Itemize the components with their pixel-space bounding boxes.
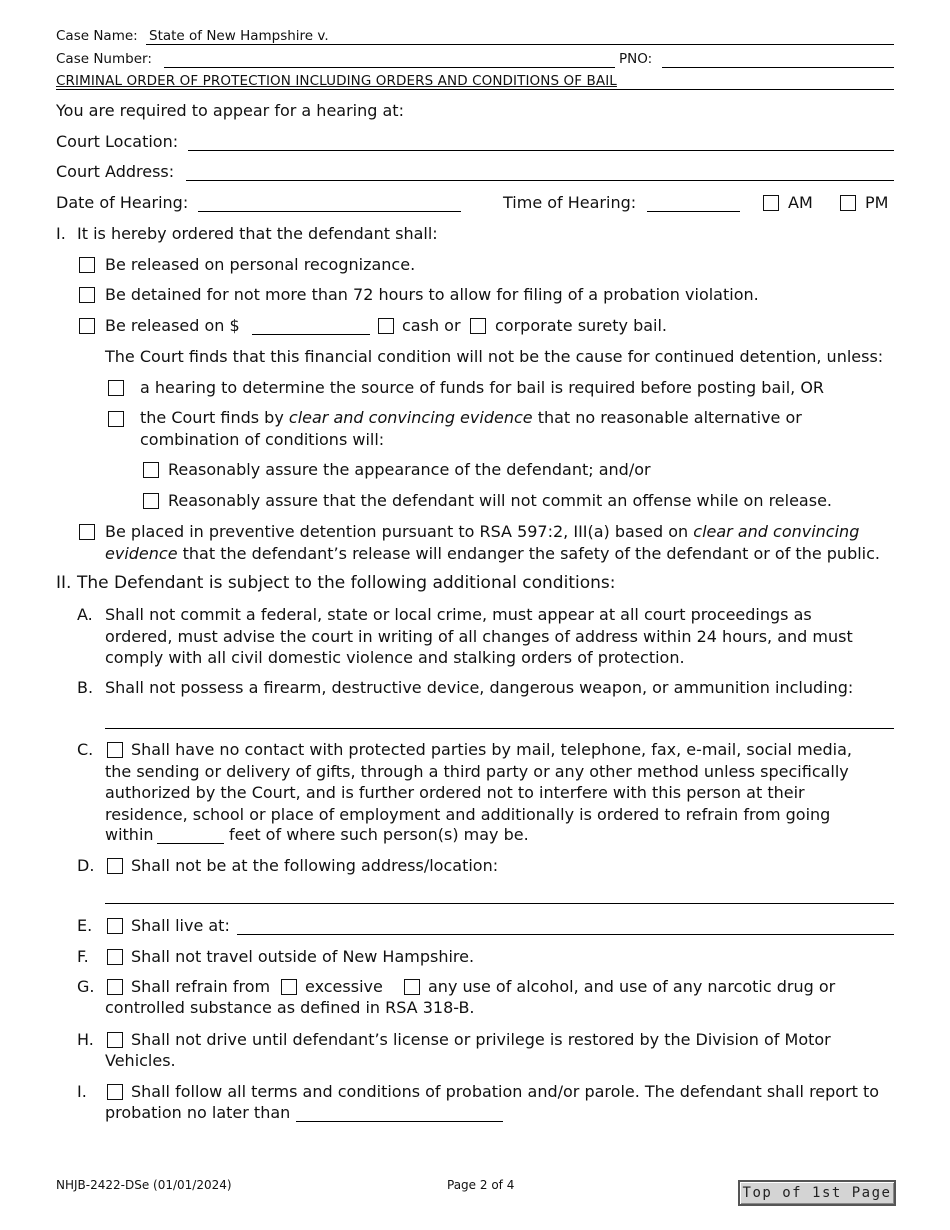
condition-a-line2: ordered, must advise the court in writing of all changes of address within 24 hours, and must	[105, 626, 853, 646]
court-finds-part2: that no reasonable alternative or	[537, 408, 802, 427]
detained-checkbox[interactable]	[79, 287, 95, 303]
recognizance-checkbox[interactable]	[79, 257, 95, 273]
condition-c-line1: Shall have no contact with protected parties by mail, telephone, fax, e-mail, social media,	[131, 740, 852, 759]
condition-d-checkbox[interactable]	[107, 858, 123, 874]
assure-appearance-label: Reasonably assure the appearance of the defendant; and/or	[168, 460, 651, 479]
case-name-field[interactable]	[146, 44, 894, 45]
pno-label: PNO:	[619, 51, 653, 67]
probation-date-field[interactable]	[296, 1121, 503, 1122]
top-of-first-page-button[interactable]: Top of 1st Page	[738, 1180, 896, 1206]
case-number-label: Case Number:	[56, 51, 152, 67]
section-2-number: II.	[56, 573, 72, 593]
condition-h-label: H.	[77, 1030, 94, 1049]
time-of-hearing-field[interactable]	[647, 211, 740, 212]
section-1-number: I.	[56, 224, 66, 243]
condition-i-checkbox[interactable]	[107, 1084, 123, 1100]
case-name-value: State of New Hampshire v.	[149, 28, 329, 44]
preventive-emphasis-2: evidence	[105, 543, 178, 563]
condition-e-label: E.	[77, 916, 93, 935]
condition-i-label: I.	[77, 1082, 87, 1101]
am-label: AM	[788, 193, 813, 212]
case-name-label: Case Name:	[56, 28, 138, 44]
bail-amount-field[interactable]	[252, 334, 370, 335]
condition-a-label: A.	[77, 605, 93, 624]
assure-no-offense-checkbox[interactable]	[143, 493, 159, 509]
condition-f-text: Shall not travel outside of New Hampshire.	[131, 947, 475, 966]
condition-c-label: C.	[77, 740, 94, 759]
condition-a-line1: Shall not commit a federal, state or local crime, must appear at all court proceedings as	[105, 605, 812, 624]
condition-c-line3: authorized by the Court, and is further ordered not to interfere with this person at their	[105, 783, 805, 802]
court-finds-checkbox[interactable]	[108, 411, 124, 427]
condition-c-within: within	[105, 825, 154, 844]
date-of-hearing-label: Date of Hearing:	[56, 193, 189, 212]
cash-checkbox[interactable]	[378, 318, 394, 334]
condition-c-feet-field[interactable]	[157, 843, 224, 844]
court-address-label: Court Address:	[56, 162, 175, 181]
condition-a-text	[105, 604, 853, 669]
title-rule	[56, 89, 894, 90]
condition-g-refrain: Shall refrain from	[131, 977, 271, 996]
condition-g-excessive: excessive	[305, 977, 383, 996]
court-address-field[interactable]	[186, 180, 894, 181]
page-number: Page 2 of 4	[447, 1178, 515, 1192]
detained-label: Be detained for not more than 72 hours to allow for filing of a probation violation.	[105, 285, 759, 304]
assure-appearance-checkbox[interactable]	[143, 462, 159, 478]
court-finds-part1: the Court finds by	[140, 408, 284, 427]
pm-checkbox[interactable]	[840, 195, 856, 211]
condition-g-checkbox[interactable]	[107, 979, 123, 995]
condition-b-text: Shall not possess a firearm, destructive device, dangerous weapon, or ammunition including:	[105, 678, 854, 697]
condition-e-checkbox[interactable]	[107, 918, 123, 934]
pm-label: PM	[865, 193, 889, 212]
time-of-hearing-label: Time of Hearing:	[503, 193, 637, 212]
condition-c-line2: the sending or delivery of gifts, through a third party or any other method unless specifically	[105, 761, 849, 781]
corporate-surety-label: corporate surety bail.	[495, 316, 668, 335]
condition-e-text: Shall live at:	[131, 916, 230, 935]
any-use-checkbox[interactable]	[404, 979, 420, 995]
condition-i-line2: probation no later than	[105, 1103, 291, 1122]
case-number-field[interactable]	[164, 67, 615, 68]
condition-g-label: G.	[77, 977, 95, 996]
released-on-label: Be released on $	[105, 316, 240, 335]
condition-h-line1: Shall not drive until defendant’s license or privilege is restored by the Division of Motor	[131, 1030, 831, 1049]
court-location-label: Court Location:	[56, 132, 179, 151]
released-bail-checkbox[interactable]	[79, 318, 95, 334]
cash-or-label: cash or	[402, 316, 461, 335]
court-finds-part3: combination of conditions will:	[140, 429, 385, 449]
condition-b-label: B.	[77, 678, 94, 697]
preventive-detention-text	[105, 521, 880, 564]
condition-d-text: Shall not be at the following address/location:	[131, 856, 499, 875]
date-of-hearing-field[interactable]	[198, 211, 461, 212]
condition-h-checkbox[interactable]	[107, 1032, 123, 1048]
court-location-field[interactable]	[188, 150, 894, 151]
condition-f-checkbox[interactable]	[107, 949, 123, 965]
condition-b-field[interactable]	[105, 728, 894, 729]
corporate-surety-checkbox[interactable]	[470, 318, 486, 334]
financial-condition-text: The Court finds that this financial condition will not be the cause for continued detention, unless:	[105, 347, 884, 366]
condition-f-label: F.	[77, 947, 89, 966]
condition-g-line2: controlled substance as defined in RSA 318-B.	[105, 998, 475, 1017]
recognizance-label: Be released on personal recognizance.	[105, 255, 416, 274]
section-1-heading: It is hereby ordered that the defendant shall:	[77, 224, 438, 243]
funds-hearing-label: a hearing to determine the source of funds for bail is required before posting bail, OR	[140, 378, 825, 397]
condition-a-line3: comply with all civil domestic violence and stalking orders of protection.	[105, 648, 685, 667]
form-title: CRIMINAL ORDER OF PROTECTION INCLUDING ORDERS AND CONDITIONS OF BAIL	[56, 73, 617, 89]
court-finds-emphasis: clear and convincing evidence	[288, 408, 533, 427]
hearing-intro: You are required to appear for a hearing at:	[56, 101, 404, 120]
preventive-emphasis-1: clear and convincing	[693, 522, 860, 541]
condition-c-checkbox[interactable]	[107, 742, 123, 758]
condition-d-label: D.	[77, 856, 95, 875]
am-checkbox[interactable]	[763, 195, 779, 211]
assure-no-offense-label: Reasonably assure that the defendant will not commit an offense while on release.	[168, 491, 832, 510]
condition-h-line2: Vehicles.	[105, 1051, 176, 1070]
condition-c-text	[105, 761, 849, 826]
condition-c-line1-wrap	[131, 739, 852, 761]
condition-c-feet: feet of where such person(s) may be.	[229, 825, 529, 844]
form-id: NHJB-2422-DSe (01/01/2024)	[56, 1178, 232, 1192]
funds-hearing-checkbox[interactable]	[108, 380, 124, 396]
section-2-heading: The Defendant is subject to the following additional conditions:	[77, 573, 616, 593]
condition-e-field[interactable]	[237, 934, 894, 935]
court-finds-text	[140, 407, 802, 450]
condition-c-line4: residence, school or place of employment and additionally is ordered to refrain from going	[105, 804, 831, 824]
condition-d-field[interactable]	[105, 903, 894, 904]
excessive-checkbox[interactable]	[281, 979, 297, 995]
pno-field[interactable]	[662, 67, 894, 68]
preventive-detention-checkbox[interactable]	[79, 524, 95, 540]
condition-g-anyuse: any use of alcohol, and use of any narcotic drug or	[428, 977, 836, 996]
condition-i-line1: Shall follow all terms and conditions of probation and/or parole. The defendant shall report to	[131, 1082, 880, 1101]
preventive-part1: Be placed in preventive detention pursuant to RSA 597:2, III(a) based on	[105, 522, 689, 541]
preventive-part2: that the defendant’s release will endanger the safety of the defendant or of the public.	[182, 543, 880, 563]
